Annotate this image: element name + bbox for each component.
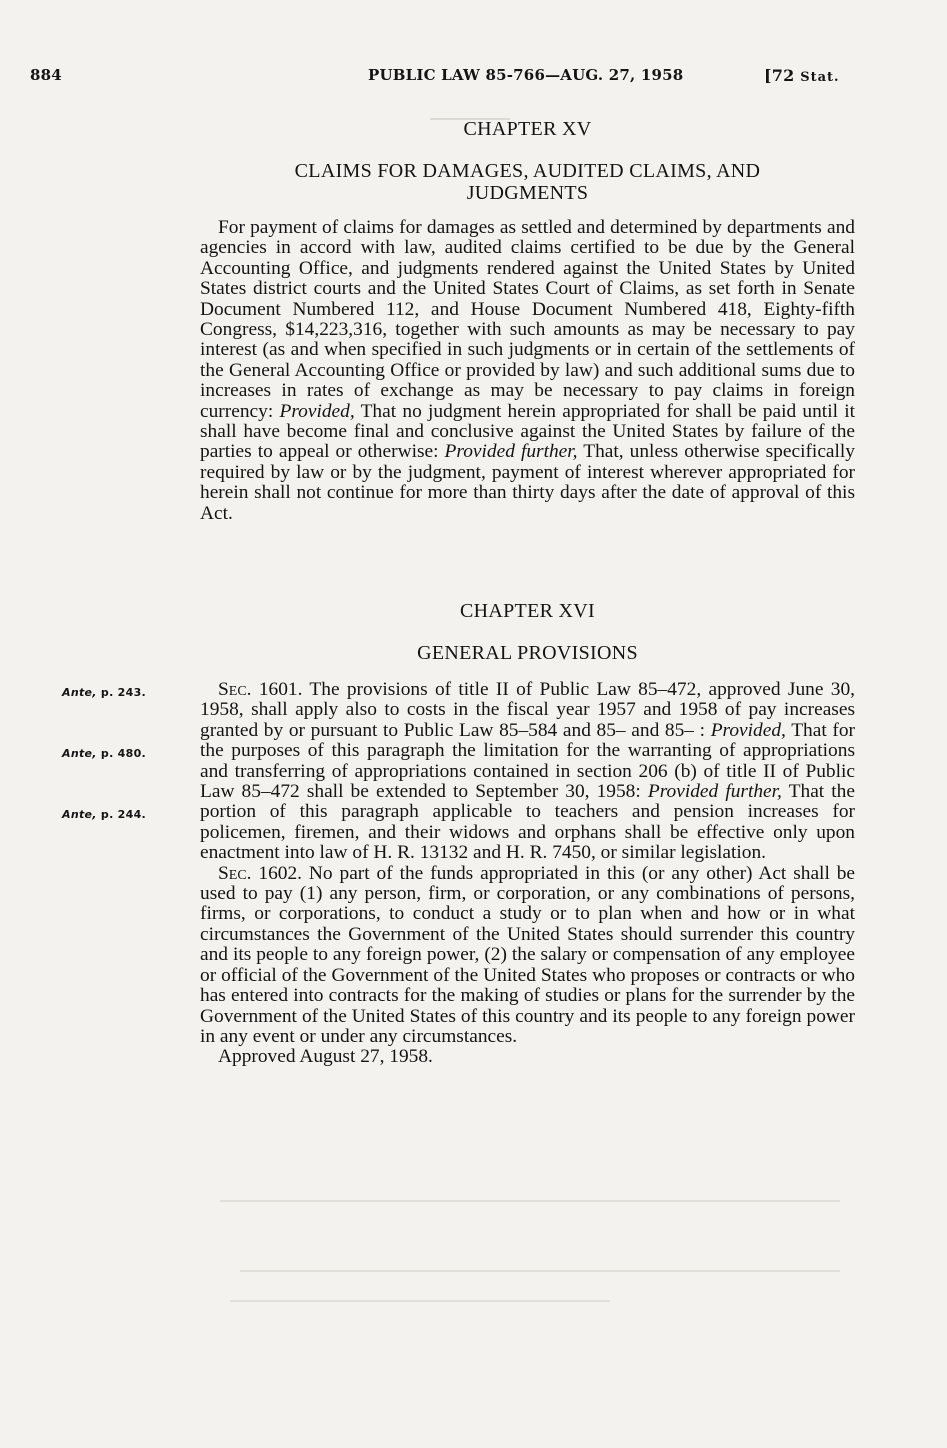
chapter-xv-heading: CHAPTER XV xyxy=(463,118,592,140)
margin-note xyxy=(62,747,146,760)
chapter-xv-paragraph xyxy=(200,218,855,524)
bleed-through-decoration xyxy=(220,1200,840,1212)
proviso-italic: Provided, xyxy=(279,400,355,422)
chapter-xv-subheading: CLAIMS FOR DAMAGES, AUDITED CLAIMS, AND JUDGMENTS xyxy=(294,160,761,204)
proviso-further-italic: Provided further, xyxy=(444,441,578,463)
statute-label: Stat. xyxy=(800,70,840,85)
margin-note-page: p. 244. xyxy=(100,808,147,821)
chapter-xvi-subheading: GENERAL PROVISIONS xyxy=(417,642,638,664)
claims-text-2: That no judgment herein appropriated for shall be paid until it shall have become final and conclusive against the United States by failure of the parties to appeal or otherwise: xyxy=(200,400,855,463)
sec-1601-paragraph xyxy=(200,680,855,864)
sec-1602-label: Sec. 1602. xyxy=(218,862,303,884)
approval-line: Approved August 27, 1958. xyxy=(218,1046,433,1068)
margin-note-page: p. 243. xyxy=(100,686,147,699)
margin-note-ante: Ante, xyxy=(62,747,97,760)
sec-1601-label: Sec. 1601. xyxy=(218,679,303,700)
statute-reference xyxy=(764,66,840,85)
chapter-xvi-heading: CHAPTER XVI xyxy=(460,600,595,622)
claims-text-3: That, unless otherwise specifically required by law or by the judgment, payment of interest wherever appropriated for herein shall not continue for more than thirty days after the date of approval of this Act. xyxy=(200,441,855,524)
margin-note-ante: Ante, xyxy=(62,686,97,699)
margin-note-ante: Ante, xyxy=(62,808,97,821)
proviso-italic: Provided, xyxy=(710,719,786,741)
proviso-further-italic: Provided further, xyxy=(647,781,782,803)
bleed-through-decoration xyxy=(230,1300,610,1312)
bleed-through-decoration xyxy=(240,1270,840,1282)
margin-note xyxy=(62,686,146,699)
sec-1601-text-2: That for the purposes of this paragraph the limitation for the warranting of appropriations and transferring of appropriations contained in section 206 (b) of title II of Public Law 85–472 shall be extended to September 30, 1958: xyxy=(200,719,855,803)
chapter-xvi-body xyxy=(200,680,855,1068)
claims-text-1: For payment of claims for damages as settled and determined by departments and agencies in accord with law, audited claims certified to be due by the General Accounting Office, and judgments rendered against the United States by United States district courts and the United States Court of Claims, as set forth in Senate Document Numbered 112, and House Document Numbered 418, Eighty-fifth Congress, $14,223,316, together with such amounts as may be necessary to pay interest (as and when specified in such judgments or in certain of the settlements of the General Accounting Office or provided by law) and such additional sums due to increases in rates of exchange as may be necessary to pay claims in foreign currency: xyxy=(200,217,855,422)
page-number: 884 xyxy=(30,66,62,84)
sec-1602-text: No part of the funds appropriated in this (or any other) Act shall be used to pay (1) any person, firm, or corporation, or any combinations of persons, firms, or corporations, to conduct a study or to plan when and how or in what circumstances the Government of the United States should surrender this country and its people to any foreign power, (2) the salary or compensation of any employee or official of the Government of the United States who proposes or contracts or who has entered into contracts for the making of studies or plans for the surrender by the Government of the United States of this country and its people to any foreign power in any event or under any circumstances. xyxy=(200,862,856,1047)
statute-prefix: [72 xyxy=(764,66,801,85)
sec-1601-text-1: The provisions of title II of Public Law 85–472, approved June 30, 1958, shall apply also to costs in the fiscal year 1957 and 1958 of pay increases granted by or pursuant to Public Law 85–584 and 85– and 85– : xyxy=(200,679,855,741)
claims-paragraph xyxy=(200,218,855,524)
sec-1601-text-3: That the portion of this paragraph applicable to teachers and pension increases for policemen, firemen, and their widows and orphans shall be effective only upon enactment into law of H. R. 13132 and H. R. 7450, or similar legislation. xyxy=(200,781,855,864)
margin-note xyxy=(62,808,146,821)
sec-1602-paragraph xyxy=(200,864,855,1048)
header-title: PUBLIC LAW 85-766—AUG. 27, 1958 xyxy=(368,66,684,84)
margin-note-page: p. 480. xyxy=(100,747,147,760)
